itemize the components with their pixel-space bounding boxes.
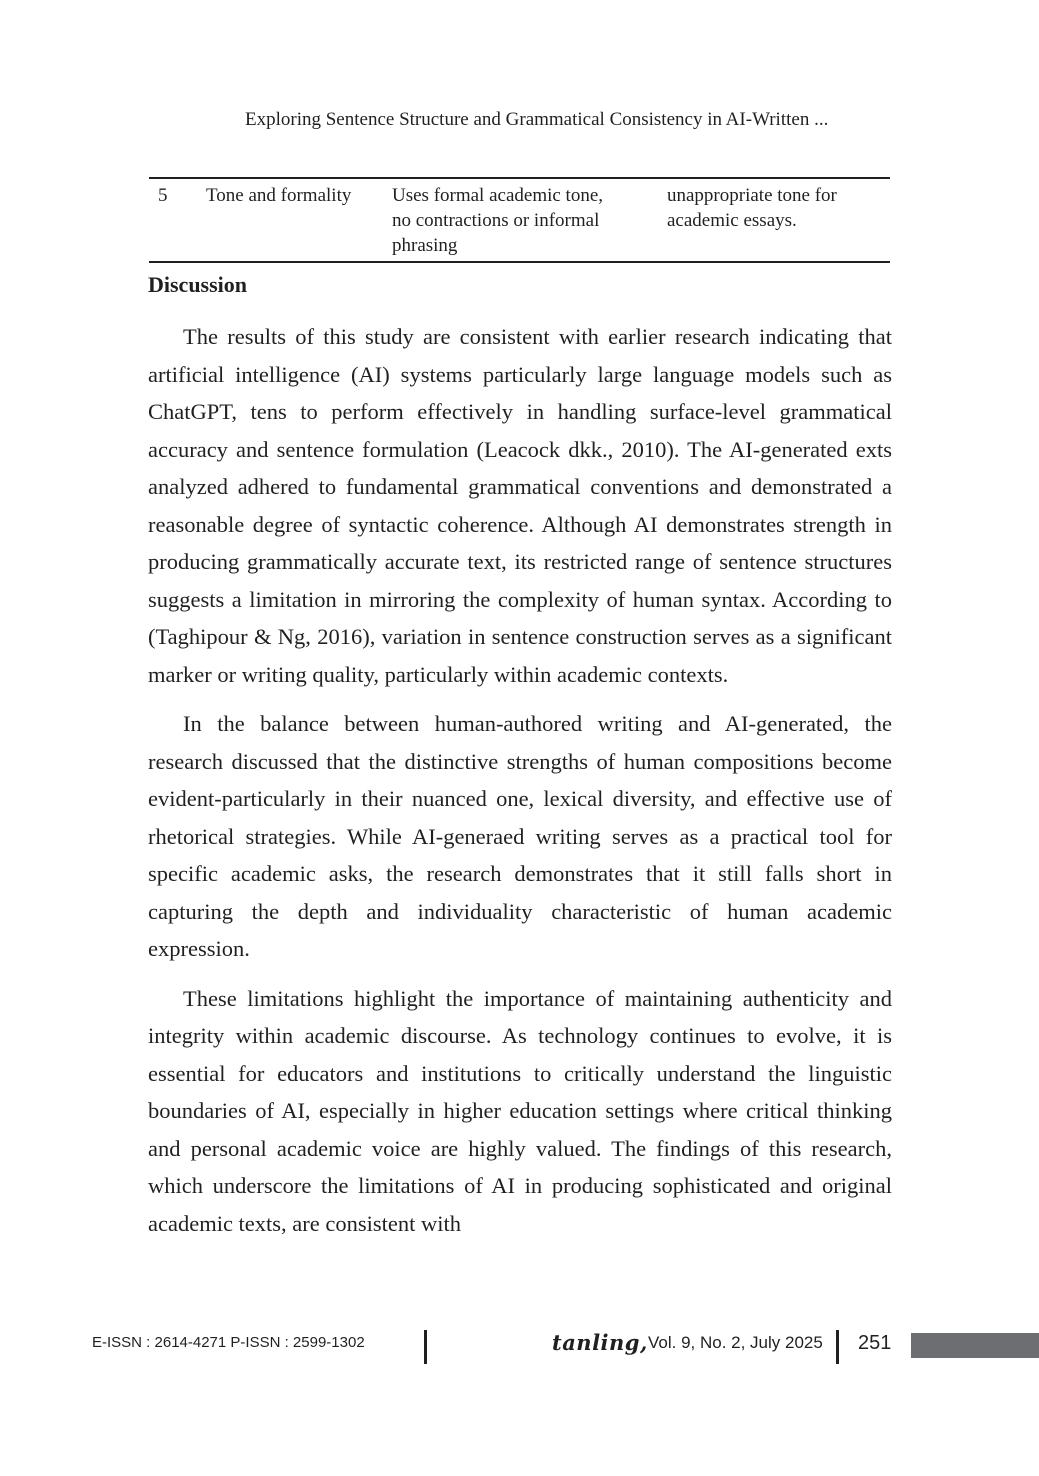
running-head: Exploring Sentence Structure and Grammatical Consistency in AI-Written ... xyxy=(245,109,829,130)
description-cell xyxy=(383,183,659,258)
comparison-table xyxy=(149,177,890,263)
body-text xyxy=(148,318,892,1254)
paragraph: In the balance between human-authored writing and AI-generated, the research discussed that the distinctive strengths of human compositions become evident-particularly in their nuanced one, lexical diversity, and effective use of rhetorical strategies. While AI-generaed writing serves as a practical tool for specific academic asks, the research demonstrates that it still falls short in capturing the depth and individuality characteristic of human academic expression. xyxy=(148,711,892,961)
paragraph: These limitations highlight the importance of maintaining authenticity and integrity within academic discourse. As technology continues to evolve, it is essential for educators and institutions to critically understand the linguistic boundaries of AI, especially in higher education settings where critical thinking and personal academic voice are highly valued. The findings of this research, which underscore the limitations of AI in producing sophisticated and original academic texts, are consistent with xyxy=(148,985,892,1236)
journal-logo: tanling, xyxy=(552,1330,648,1355)
aspect-cell: Tone and formality xyxy=(206,185,352,206)
row-number-cell: 5 xyxy=(158,185,168,206)
cell-line: phrasing xyxy=(392,235,458,256)
footer-band xyxy=(911,1333,1039,1358)
table-row xyxy=(149,179,890,261)
comparison-cell xyxy=(659,183,890,258)
cell-line: Uses formal academic tone, xyxy=(392,185,604,206)
paragraph: The results of this study are consistent with earlier research indicating that artificial intelligence (AI) systems particularly large language models such as ChatGPT, tens to perform effectively in handling surface-level grammatical accuracy and sentence formulation (Leacock dkk., 2010). The AI-generated exts analyzed adhered to fundamental grammatical conventions and demonstrated a reasonable degree of syntactic coherence. Although AI demonstrates strength in producing grammatically accurate text, its restricted range of sentence structures suggests a limitation in mirroring the complexity of human syntax. According to (Taghipour & Ng, 2016), variation in sentence construction serves as a significant marker or writing quality, particularly within academic contexts. xyxy=(148,324,892,687)
page-number: 251 xyxy=(858,1332,892,1354)
page-footer xyxy=(0,1330,1039,1366)
issn-text: E-ISSN : 2614-4271 P-ISSN : 2599-1302 xyxy=(92,1334,365,1351)
cell-line: unappropriate tone for xyxy=(667,185,837,206)
volume-info: Vol. 9, No. 2, July 2025 xyxy=(648,1333,823,1352)
footer-divider xyxy=(424,1330,427,1364)
section-heading: Discussion xyxy=(148,272,248,297)
cell-line: academic essays. xyxy=(667,210,797,231)
footer-divider xyxy=(836,1330,839,1364)
cell-line: no contractions or informal xyxy=(392,210,600,231)
